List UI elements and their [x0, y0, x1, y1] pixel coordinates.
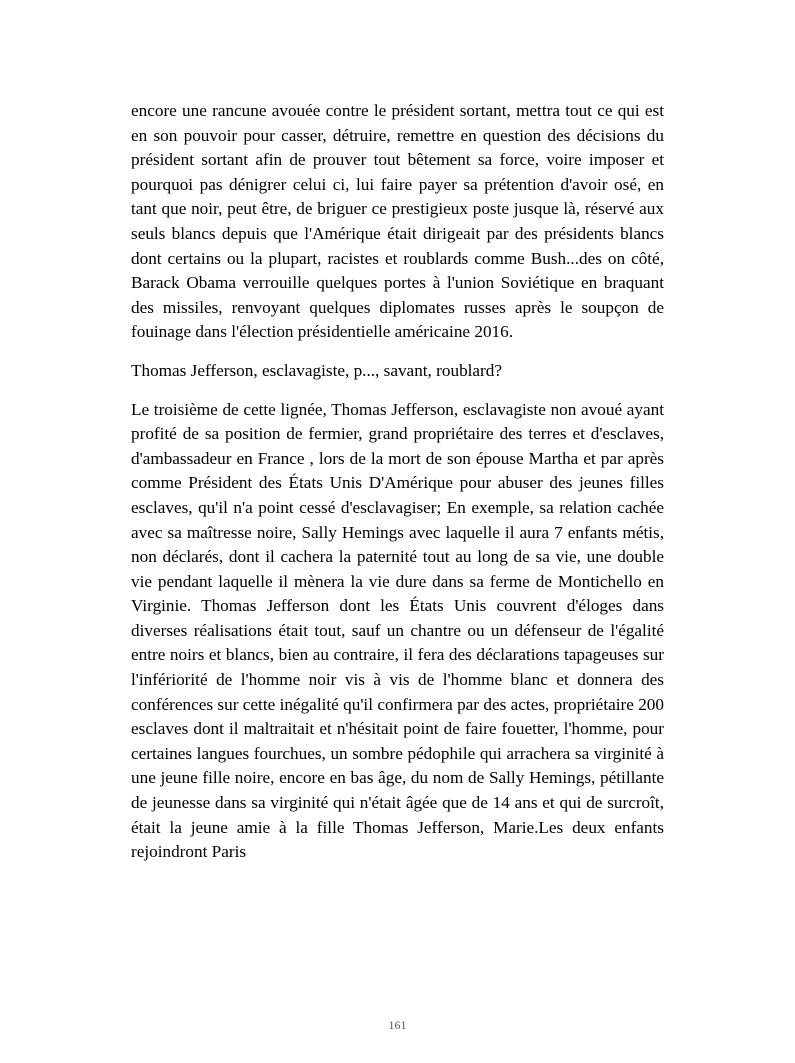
page-body: [131, 99, 664, 865]
paragraph-jefferson: Le troisième de cette lignée, Thomas Jefferson, esclavagiste non avoué ayant profité de sa position de fermier, grand propriétaire des terres et d'esclaves, d'ambassadeur en France , lors de la mort de son épouse Martha et par après comme Président des États Unis D'Amérique pour abuser des jeunes filles esclaves, qu'il n'a point cessé d'esclavagiser; En exemple, sa relation cachée avec sa maîtresse noire, Sally Hemings avec laquelle il aura 7 enfants métis, non déclarés, dont il cachera la paternité tout au long de sa vie, une double vie pendant laquelle il mènera la vie dure dans sa ferme de Montichello en Virginie. Thomas Jefferson dont les États Unis couvrent d'éloges dans diverses réalisations était tout, sauf un chantre ou un défenseur de l'égalité entre noirs et blancs, bien au contraire, il fera des déclarations tapageuses sur l'infériorité de l'homme noir vis à vis de l'homme blanc et donnera des conférences sur cette inégalité qu'il confirmera par des actes, propriétaire 200 esclaves dont il maltraitait et n'hésitait point de faire fouetter, l'homme, pour certaines langues fourchues, un sombre pédophile qui arrachera sa virginité à une jeune fille noire, encore en bas âge, du nom de Sally Hemings, pétillante de jeunesse dans sa virginité qui n'était âgée que de 14 ans et qui de surcroît, était la jeune amie à la fille Thomas Jefferson, Marie.Les deux enfants rejoindront Paris: [131, 399, 664, 862]
paragraph-intro: encore une rancune avouée contre le président sortant, mettra tout ce qui est en son pouvoir pour casser, détruire, remettre en question des décisions du président sortant afin de prouver tout bêtement sa force, voire imposer et pourquoi pas dénigrer celui ci, lui faire payer sa prétention d'avoir osé, en tant que noir, peut être, de briguer ce prestigieux poste jusque là, réservé aux seuls blancs depuis que l'Amérique était dirigeait par des présidents blancs dont certains ou la plupart, racistes et roublards comme Bush...des on côté, Barack Obama verrouille quelques portes à l'union Soviétique en braquant des missiles, renvoyant quelques diplomates russes après le soupçon de fouinage dans l'élection présidentielle américaine 2016.: [131, 101, 664, 342]
page-number: 161: [388, 1018, 407, 1032]
section-heading: Thomas Jefferson, esclavagiste, p..., savant, roublard?: [131, 360, 503, 380]
